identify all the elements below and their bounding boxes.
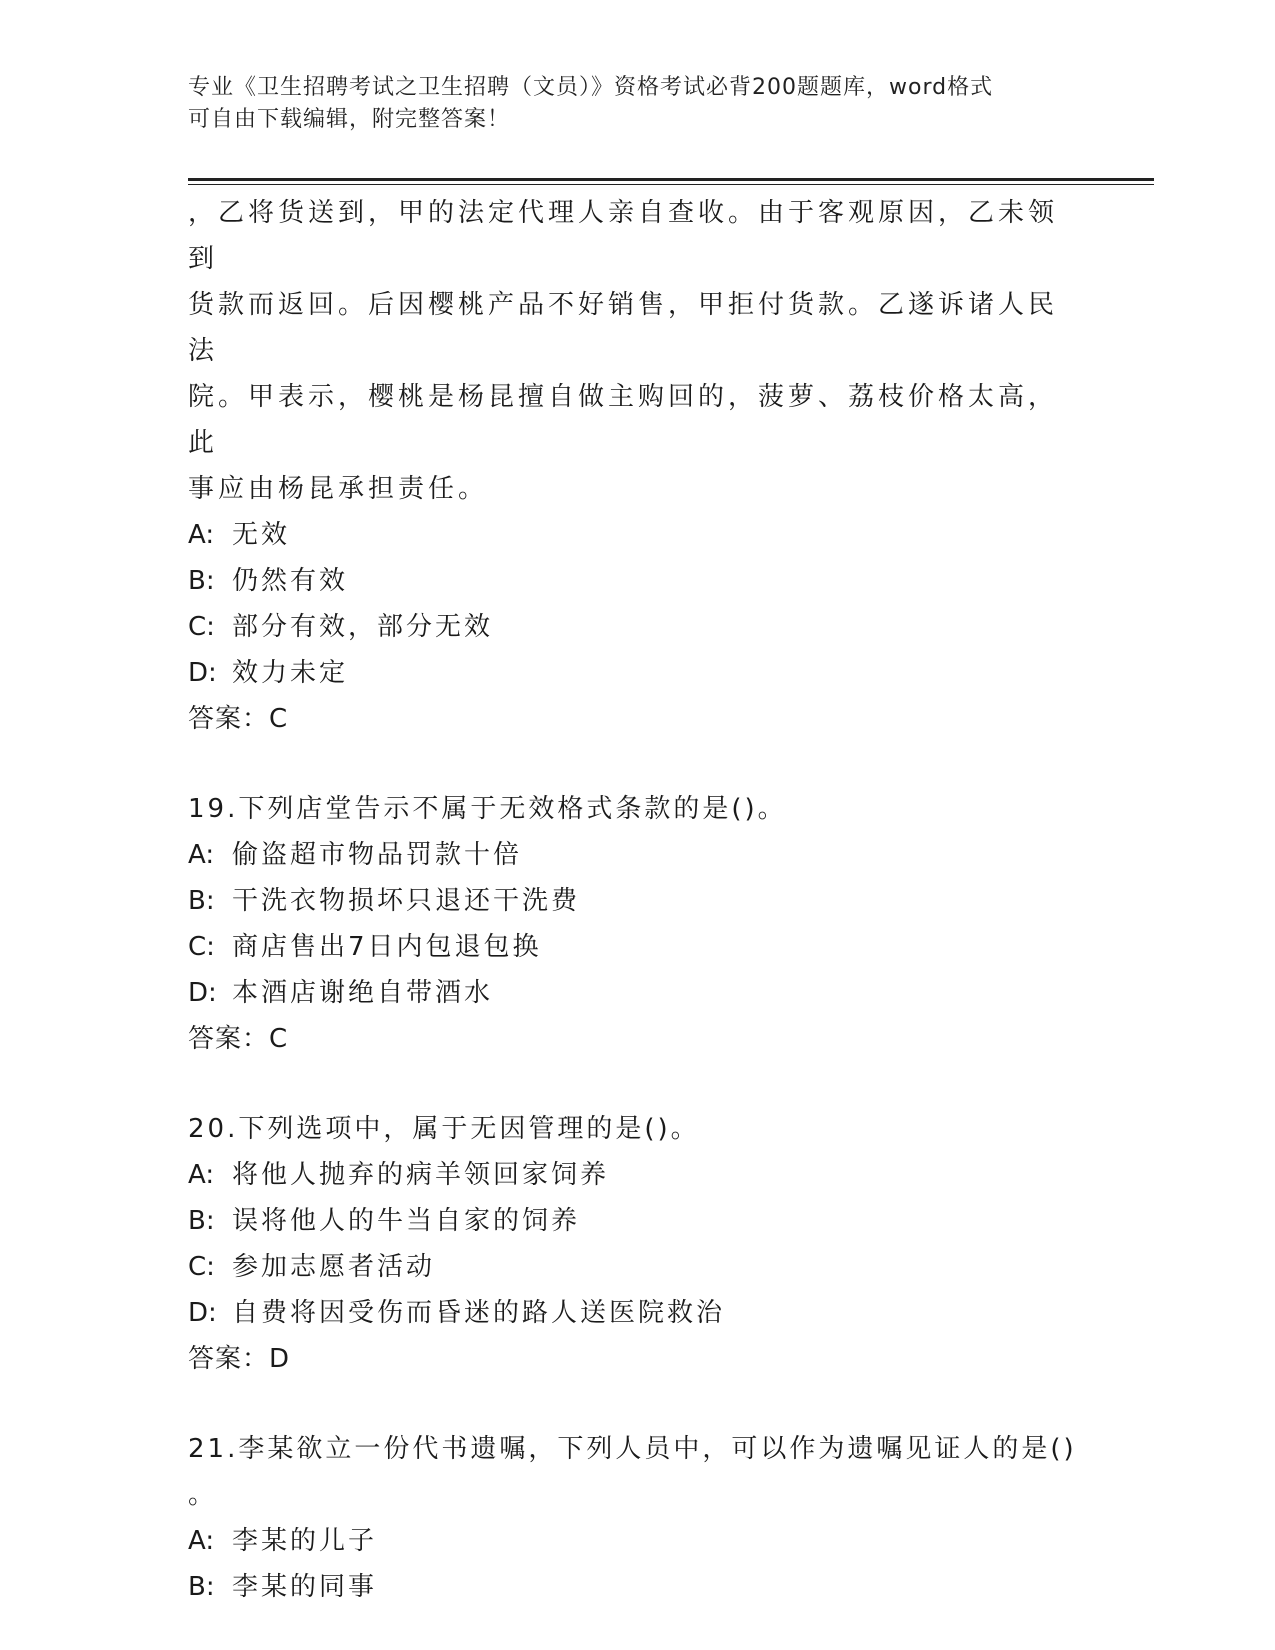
question-text-line: 院。甲表示，樱桃是杨昆擅自做主购回的，菠萝、荔枝价格太高，此: [188, 382, 1059, 458]
option-d: [188, 970, 1078, 1016]
option-a: [188, 512, 1078, 558]
option-b: [188, 1564, 1078, 1610]
question-title: 21.李某欲立一份代书遗嘱，下列人员中，可以作为遗嘱见证人的是(): [188, 1434, 1077, 1464]
option-label: D:: [188, 658, 217, 688]
option-text: 效力未定: [232, 658, 349, 688]
header-line-1: 专业《卫生招聘考试之卫生招聘（文员）》资格考试必背200题题库，word格式: [188, 75, 994, 100]
question-text-line: 货款而返回。后因樱桃产品不好销售，甲拒付货款。乙遂诉诸人民法: [188, 290, 1059, 366]
option-text: 仍然有效: [232, 566, 349, 596]
answer-line: 答案：C: [188, 704, 289, 734]
option-label: B:: [188, 1206, 215, 1236]
option-label: A:: [188, 1526, 215, 1556]
answer-line: 答案：D: [188, 1344, 291, 1374]
option-label: C:: [188, 612, 215, 642]
option-text: 自费将因受伤而昏迷的路人送医院救治: [232, 1298, 726, 1328]
option-text: 商店售出7日内包退包换: [232, 932, 542, 962]
option-label: B:: [188, 886, 215, 916]
header-rule-thick: [188, 178, 1154, 181]
option-label: B:: [188, 566, 215, 596]
option-b: [188, 1198, 1078, 1244]
option-label: A:: [188, 1160, 215, 1190]
option-a: [188, 1518, 1078, 1564]
option-d: [188, 1290, 1078, 1336]
header-line-2: 可自由下载编辑，附完整答案！: [188, 107, 511, 132]
option-a: [188, 1152, 1078, 1198]
header-rule-thin: [188, 184, 1154, 185]
question-19: [188, 786, 1078, 1062]
question-title: 20.下列选项中，属于无因管理的是()。: [188, 1114, 700, 1144]
option-text: 本酒店谢绝自带酒水: [232, 978, 494, 1008]
option-c: [188, 604, 1078, 650]
option-text: 无效: [232, 520, 291, 550]
option-c: [188, 924, 1078, 970]
option-text: 误将他人的牛当自家的饲养: [232, 1206, 581, 1236]
document-body: [188, 190, 1078, 1610]
question-text-line: ，乙将货送到，甲的法定代理人亲自查收。由于客观原因，乙未领到: [188, 198, 1059, 274]
option-d: [188, 650, 1078, 696]
option-text: 偷盗超市物品罚款十倍: [232, 840, 523, 870]
option-text: 干洗衣物损坏只退还干洗费: [232, 886, 581, 916]
option-c: [188, 1244, 1078, 1290]
document-header: [188, 72, 1088, 136]
option-label: D:: [188, 978, 217, 1008]
option-text: 部分有效，部分无效: [232, 612, 494, 642]
question-20: [188, 1106, 1078, 1382]
option-b: [188, 878, 1078, 924]
question-18-continued: [188, 190, 1078, 742]
question-title-continued: 。: [188, 1480, 215, 1510]
option-text: 将他人抛弃的病羊领回家饲养: [232, 1160, 610, 1190]
question-title: 19.下列店堂告示不属于无效格式条款的是()。: [188, 794, 787, 824]
option-b: [188, 558, 1078, 604]
option-label: D:: [188, 1298, 217, 1328]
option-label: C:: [188, 932, 215, 962]
option-text: 李某的儿子: [232, 1526, 378, 1556]
option-text: 参加志愿者活动: [232, 1252, 436, 1282]
question-text-line: 事应由杨昆承担责任。: [188, 474, 489, 504]
option-label: A:: [188, 520, 215, 550]
option-label: C:: [188, 1252, 215, 1282]
question-21: [188, 1426, 1078, 1610]
answer-line: 答案：C: [188, 1024, 289, 1054]
option-text: 李某的同事: [232, 1572, 378, 1602]
option-label: B:: [188, 1572, 215, 1602]
option-a: [188, 832, 1078, 878]
option-label: A:: [188, 840, 215, 870]
